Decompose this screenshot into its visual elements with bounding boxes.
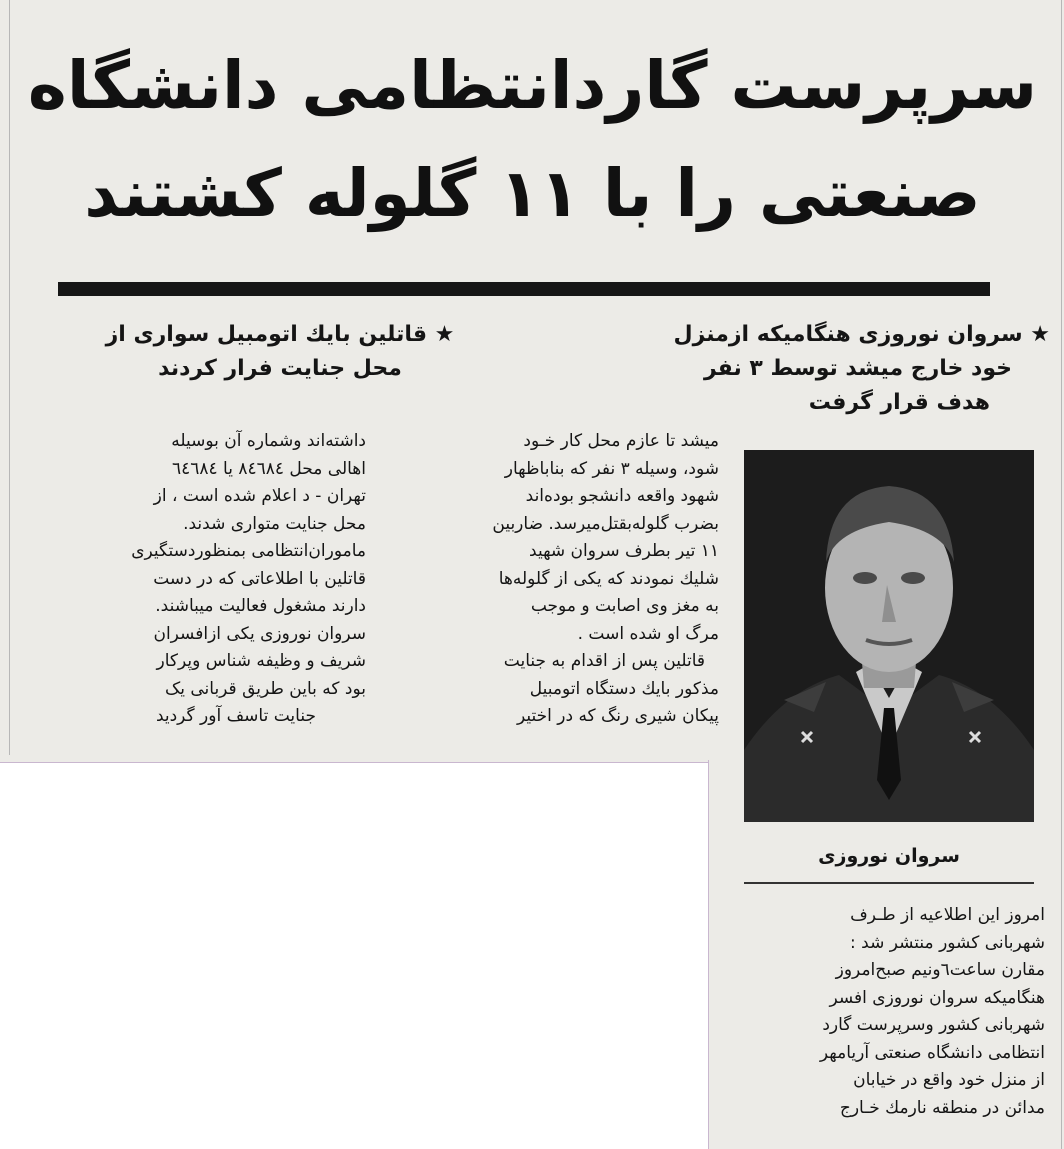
article-line: شهود واقعه دانشجو بوده‌اند	[525, 486, 719, 506]
article-line: شود، وسیله ۳ نفر که بناباظهار	[504, 458, 719, 479]
article-line: بود که باین طریق قربانی یک	[165, 678, 366, 699]
clipping-left-edge	[9, 0, 10, 755]
article-line: قاتلین با اطلاعاتی که در دست	[153, 568, 366, 589]
article-line: میشد تا عازم محل کار خـود	[523, 431, 719, 451]
article-line: قاتلین پس از اقدام به جنایت	[503, 651, 705, 671]
article-line: امروز این اطلاعیه از طـرف	[850, 905, 1045, 925]
headline-line-1: سرپرست گاردانتظامی دانشگاه	[27, 47, 1038, 124]
article-line: شهربانی کشور وسرپرست گارد	[822, 1015, 1045, 1035]
article-column-left	[36, 428, 366, 731]
article-line: محل جنایت متواری شدند.	[183, 513, 366, 534]
portrait-image	[744, 450, 1034, 822]
article-line: مرگ او شده است .	[577, 623, 719, 644]
subhead-right-line: ★ سروان نوروزی هنگامیکه ازمنزل	[673, 322, 1050, 347]
article-line: ۱۱ تیر بطرف سروان شهید	[529, 541, 719, 561]
subhead-right-line: هدف قرار گرفت	[808, 390, 990, 415]
subhead-left-line: محل جنایت فرار کردند	[158, 356, 402, 381]
article-column-middle	[382, 428, 719, 731]
subhead-right	[640, 318, 1050, 420]
article-line: شلیك نمودند که یکی از گلوله‌ها	[498, 568, 719, 589]
article-line: هنگامیکه سروان نوروزی افسر	[829, 987, 1045, 1008]
article-line: از منزل خود واقع در خیابان	[853, 1070, 1045, 1090]
article-line: تهران - د اعلام شده است ، از	[153, 486, 366, 506]
article-line: پیکان شیری رنگ که در اختیر	[516, 706, 719, 726]
portrait-photo	[744, 450, 1034, 822]
article-line: سروان نوروزی یکی ازافسران	[153, 623, 366, 644]
article-column-right	[727, 902, 1045, 1122]
article-line: مذکور بایك دستگاه اتومبیل	[529, 678, 719, 699]
headline-line-2: صنعتی را با ۱۱ گلوله کشتند	[84, 155, 981, 232]
article-line: مدائن در منطقه نارمك خـارج	[839, 1097, 1045, 1118]
article-line: داشته‌اند وشماره آن بوسیله	[171, 431, 366, 451]
article-line: بضرب گلوله‌بقتل‌میرسد. ضاربین	[492, 513, 719, 534]
article-line: دارند مشغول فعالیت میباشند.	[155, 596, 366, 616]
photo-caption: سروان نوروزی	[818, 845, 960, 867]
article-line: شهربانی کشور منتشر شد :	[850, 932, 1045, 953]
article-line: انتظامی دانشگاه صنعتی آریامهر	[819, 1042, 1045, 1063]
article-line: اهالی محل ۸٤٦۸٤ یا ٦٤٦۸٤	[171, 458, 366, 479]
article-line: جنایت تاسف آور گردید	[155, 706, 316, 726]
article-line: به مغز وی اصابت و موجب	[530, 596, 719, 616]
article-line: مقارن ساعت٦ونیم صبح‌امروز	[835, 960, 1045, 980]
caption-rule	[744, 882, 1034, 884]
subhead-right-line: خود خارج میشد توسط ۳ نفر	[703, 356, 1012, 381]
headline-rule	[58, 282, 990, 296]
article-line: ماموران‌انتظامی بمنظوردستگیری	[131, 541, 366, 561]
subhead-left	[70, 318, 490, 386]
subhead-left-line: ★ قاتلین بایك اتومبیل سواری از	[105, 322, 455, 347]
article-line: شریف و وظیفه شناس وپرکار	[156, 651, 366, 671]
clipping-right-edge	[1061, 0, 1062, 1149]
